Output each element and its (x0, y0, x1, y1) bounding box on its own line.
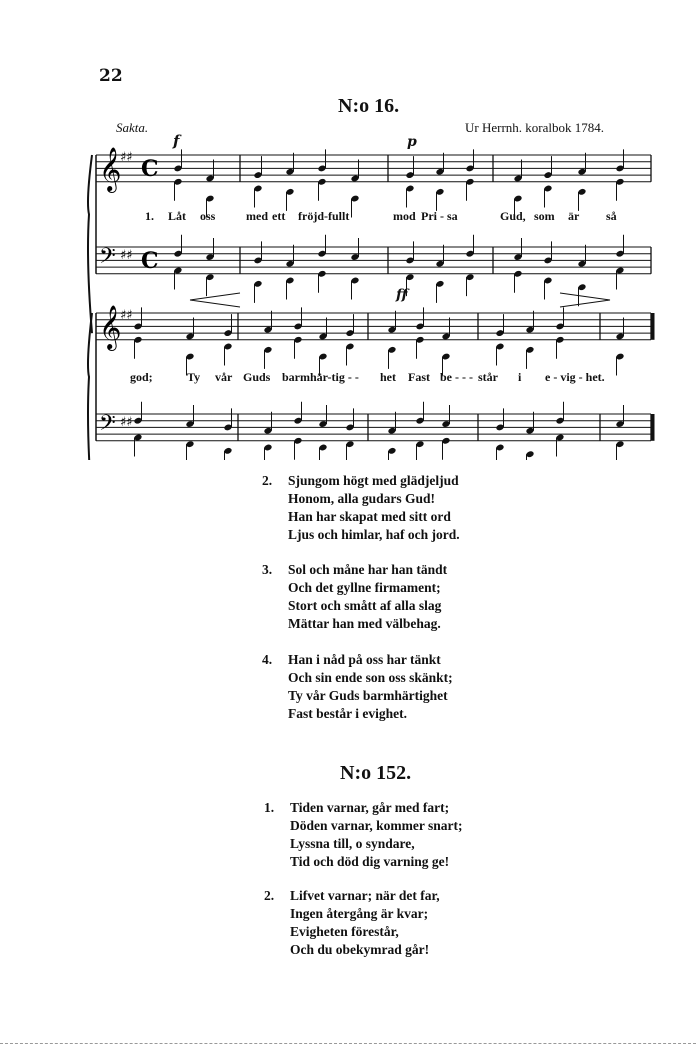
verse-line: Stort och smått af alla slag (288, 598, 442, 613)
verse-3 (262, 561, 448, 633)
key-signature-sharps: ♯♯ (120, 150, 133, 165)
hymn-152-verse-2 (264, 887, 440, 959)
music-score (0, 0, 696, 460)
lyric-syllable: Ty (187, 370, 201, 384)
verse-line: Sjungom högt med glädjeljud (288, 473, 459, 488)
verse-line: Tid och död dig varning ge! (290, 854, 450, 869)
lyric-syllable: är (568, 209, 580, 223)
dynamic-piano: p (407, 134, 417, 150)
verse-line: Evigheten förestår, (290, 924, 399, 939)
verse-line: Han i nåd på oss har tänkt (288, 652, 441, 667)
hymn-16-title: N:o 16. (338, 95, 400, 117)
treble-clef-icon: 𝄞 (99, 147, 122, 191)
verse-line: Tiden varnar, går med fart; (290, 800, 450, 815)
verse-2 (262, 472, 460, 544)
verse-line: Och det gyllne firmament; (288, 580, 441, 595)
lyric-syllable: be - - - (440, 370, 473, 384)
tempo-marking: Sakta. (116, 120, 149, 135)
key-signature-sharps: ♯♯ (120, 248, 133, 263)
verse-line: Och du obekymrad går! (290, 942, 430, 957)
hymn-152-title: N:o 152. (340, 762, 412, 784)
dynamic-fortissimo: ff (396, 287, 408, 303)
lyric-syllable: ett (272, 209, 286, 223)
verse-number: 3. (262, 562, 273, 577)
verse-number: 2. (262, 473, 273, 488)
page-edge (0, 1043, 696, 1044)
lyric-syllable: barmhär-tig - - (282, 370, 359, 384)
verse-line: Lifvet varnar; när det far, (290, 888, 440, 903)
dynamic-forte: f (173, 132, 180, 150)
lyric-syllable: oss (200, 209, 216, 223)
lyric-syllable: Låt (168, 209, 186, 223)
verse-number: 4. (262, 652, 273, 667)
lyric-syllable: 1. (145, 209, 154, 223)
verse-line: Mättar han med välbehag. (288, 616, 441, 631)
lyric-syllable: e - vig - het. (545, 370, 605, 384)
verse-line: Ingen återgång är kvar; (290, 906, 429, 921)
verse-line: Sol och måne har han tändt (288, 562, 448, 577)
key-signature-sharps: ♯♯ (120, 308, 133, 323)
verse-number: 2. (264, 888, 275, 903)
page-number: 22 (99, 66, 123, 86)
decrescendo-hairpin (560, 293, 610, 307)
verse-line: Fast består i evighet. (288, 706, 407, 721)
verse-line: Ljus och himlar, haf och jord. (288, 527, 460, 542)
verse-line: Ty vår Guds barmhärtighet (288, 688, 448, 703)
key-signature-sharps: ♯♯ (120, 415, 133, 430)
lyric-syllable: fröjd-fullt (298, 209, 350, 223)
bass-clef-icon: 𝄢 (99, 244, 116, 274)
treble-clef-icon: 𝄞 (99, 305, 122, 349)
lyric-syllable: mod (393, 209, 416, 223)
lyric-syllable: vår (215, 370, 233, 384)
hymn-source: Ur Herrnh. koralbok 1784. (465, 120, 604, 135)
lyric-syllable: god; (130, 370, 153, 384)
time-signature-common: C (141, 156, 159, 182)
lyric-syllable: som (534, 209, 555, 223)
hymn-152-verse-1 (264, 799, 463, 871)
lyric-syllable: Fast (408, 370, 430, 384)
bass-clef-icon: 𝄢 (99, 411, 116, 441)
lyric-syllable: het (380, 370, 396, 384)
lyric-syllable: Pri - sa (421, 209, 458, 223)
verse-4 (262, 651, 453, 723)
crescendo-hairpin (190, 293, 240, 307)
verse-line: Döden varnar, kommer snart; (290, 818, 463, 833)
lyric-syllable: så (606, 209, 617, 223)
lyric-syllable: står (478, 370, 498, 384)
verse-line: Han har skapat med sitt ord (288, 509, 451, 524)
verse-line: Honom, alla gudars Gud! (288, 491, 436, 506)
brace (88, 155, 92, 333)
time-signature-common: C (141, 248, 159, 274)
brace (88, 313, 92, 460)
verse-line: Och sin ende son oss skänkt; (288, 670, 453, 685)
lyric-syllable: Gud, (500, 209, 526, 223)
lyric-syllable: Guds (243, 370, 271, 384)
verse-number: 1. (264, 800, 275, 815)
lyric-syllable: i (518, 370, 522, 384)
verse-line: Lyssna till, o syndare, (290, 836, 415, 851)
lyric-syllable: med (246, 209, 268, 223)
